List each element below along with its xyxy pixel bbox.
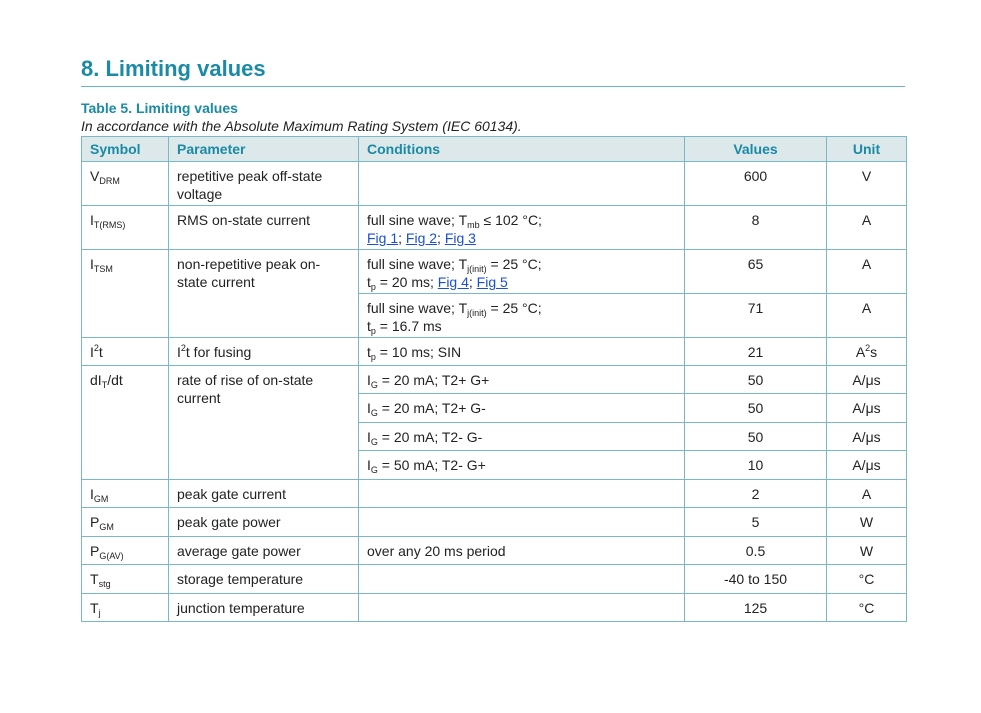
table-row [82,338,907,366]
table-row [82,366,907,394]
unit-cell: W [827,537,907,565]
symbol-cell: $T_{stg}$ [82,565,169,594]
conditions-cell: full sine wave; $T_{j(init)} = 25$ °C; $t_p = 16.7$ ms [359,294,685,338]
table-row [82,206,907,250]
unit-cell: A/μs [827,394,907,423]
table-row [82,250,907,294]
conditions-cell: $I_G = 20$ mA; T2+ G+ [359,366,685,394]
conditions-cell [359,508,685,537]
header-values: Values [685,137,827,162]
value-cell: 0.5 [685,537,827,565]
value-cell: 21 [685,338,827,366]
symbol-cell: $I_{TSM}$ [82,250,169,338]
table-row [82,594,907,622]
conditions-cell [359,162,685,206]
conditions-cell: $I_G = 20$ mA; T2- G- [359,423,685,451]
section-heading: 8. Limiting values [81,56,266,81]
fig-2-link[interactable]: Fig 2 [405,230,438,246]
value-cell: 5 [685,508,827,537]
value-cell: 50 [685,366,827,394]
symbol-cell: $I_{GM}$ [82,480,169,508]
symbol-cell: $I^2t$ [82,338,169,366]
parameter-cell: RMS on-state current [169,206,359,250]
fig-1-link[interactable]: Fig 1 [367,230,399,246]
symbol-cell: $I_{T(RMS)}$ [82,206,169,250]
conditions-cell: $I_G = 50$ mA; T2- G+ [359,451,685,480]
fig-5-link[interactable]: Fig 5 [476,274,508,290]
symbol-cell: $T_j$ [82,594,169,622]
unit-cell: A/μs [827,423,907,451]
parameter-cell: peak gate power [169,508,359,537]
unit-cell: A/μs [827,366,907,394]
value-cell: 50 [685,394,827,423]
value-cell: 65 [685,250,827,294]
unit-cell: °C [827,594,907,622]
value-cell: 10 [685,451,827,480]
parameter-cell: non-repetitive peak on-state current [169,250,359,338]
table-row [82,508,907,537]
parameter-cell: average gate power [169,537,359,565]
parameter-cell: storage temperature [169,565,359,594]
value-cell: 2 [685,480,827,508]
table-note: In accordance with the Absolute Maximum Rating System (IEC 60134). [81,118,522,134]
header-unit: Unit [827,137,907,162]
symbol-cell: $dI_T/dt$ [82,366,169,480]
conditions-cell [359,565,685,594]
unit-cell: W [827,508,907,537]
parameter-cell: rate of rise of on-state current [169,366,359,480]
table-row [82,537,907,565]
unit-cell: V [827,162,907,206]
header-symbol: Symbol [82,137,169,162]
table-row [82,162,907,206]
header-parameter: Parameter [169,137,359,162]
conditions-cell: $I_G = 20$ mA; T2+ G- [359,394,685,423]
value-cell: 600 [685,162,827,206]
table-row [82,480,907,508]
heading-rule [81,86,905,87]
fig-4-link[interactable]: Fig 4 [437,274,469,290]
symbol-cell: $V_{DRM}$ [82,162,169,206]
limiting-values-table [81,136,907,622]
unit-cell: A [827,206,907,250]
value-cell: 71 [685,294,827,338]
conditions-cell [359,594,685,622]
fig-3-link[interactable]: Fig 3 [444,230,476,246]
symbol-cell: $P_{GM}$ [82,508,169,537]
conditions-cell: over any 20 ms period [359,537,685,565]
unit-cell: A [827,480,907,508]
conditions-cell [359,480,685,508]
unit-cell: $A^2s$ [827,338,907,366]
unit-cell: A/μs [827,451,907,480]
parameter-cell: junction temperature [169,594,359,622]
parameter-cell: $I^2t$ for fusing [169,338,359,366]
parameter-cell: peak gate current [169,480,359,508]
symbol-cell: $P_{G(AV)}$ [82,537,169,565]
value-cell: 125 [685,594,827,622]
unit-cell: A [827,294,907,338]
header-conditions: Conditions [359,137,685,162]
conditions-cell: $t_p = 10$ ms; SIN [359,338,685,366]
conditions-cell: full sine wave; $T_{j(init)} = 25$ °C; $t_p = 20$ ms; Fig 4; Fig 5 [359,250,685,294]
value-cell: 8 [685,206,827,250]
value-cell: -40 to 150 [685,565,827,594]
conditions-cell: full sine wave; $T_{mb} \le 102$ °C; Fig 1; Fig 2; Fig 3 [359,206,685,250]
unit-cell: °C [827,565,907,594]
table-header-row [82,137,907,162]
value-cell: 50 [685,423,827,451]
unit-cell: A [827,250,907,294]
table-row [82,565,907,594]
table-caption: Table 5. Limiting values [81,100,238,116]
parameter-cell: repetitive peak off-state voltage [169,162,359,206]
